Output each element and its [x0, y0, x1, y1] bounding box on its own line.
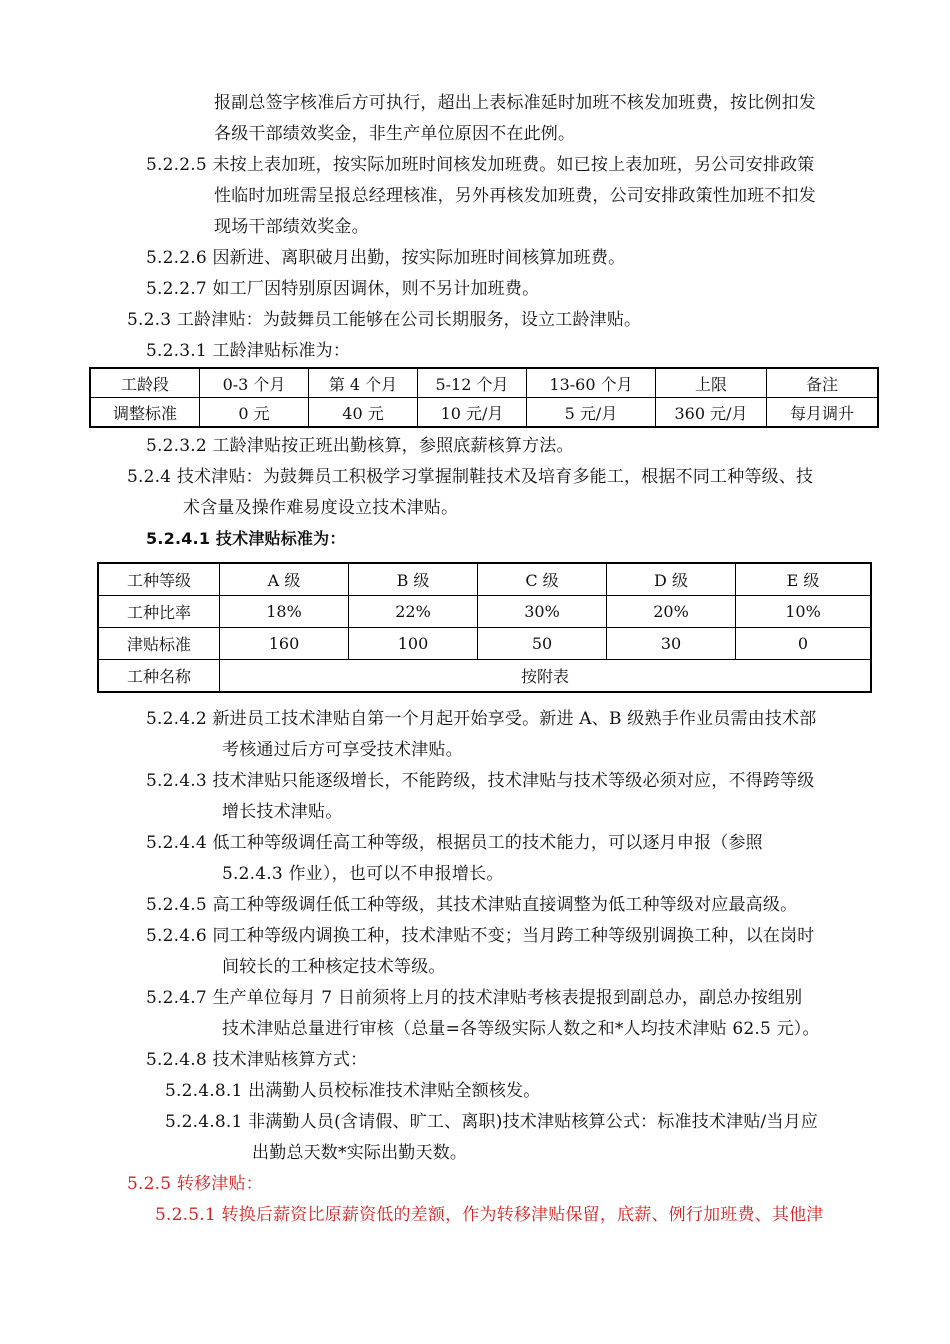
table-cell: 100	[349, 628, 478, 660]
text-line: 5.2.4 技术津贴：为鼓舞员工积极学习掌握制鞋技术及培育多能工，根据不同工种等级、技	[127, 467, 814, 487]
text-line: 5.2.4.5 高工种等级调任低工种等级，其技术津贴直接调整为低工种等级对应最高级。	[146, 895, 798, 915]
table-cell: 工种比率	[98, 596, 220, 628]
text-line: 5.2.4.3 作业），也可以不申报增长。	[222, 864, 504, 884]
table-cell: 0 元	[200, 398, 309, 428]
table-cell: 备注	[767, 368, 879, 398]
table-cell: 40 元	[309, 398, 418, 428]
text-line: 增长技术津贴。	[222, 802, 343, 822]
text-line: 5.2.4.8.1 非满勤人员(含请假、旷工、离职)技术津贴核算公式：标准技术津贴/当月应	[165, 1112, 819, 1132]
text-line: 5.2.4.8.1 出满勤人员校标准技术津贴全额核发。	[165, 1081, 541, 1101]
table-cell: 每月调升	[767, 398, 879, 428]
text-line: 5.2.2.7 如工厂因特别原因调休，则不另计加班费。	[146, 279, 540, 299]
text-line: 报副总签字核准后方可执行，超出上表标准延时加班不核发加班费，按比例扣发	[214, 93, 816, 113]
table-row	[90, 398, 878, 428]
table-cell: 按附表	[220, 660, 872, 693]
table-cell: 5 元/月	[527, 398, 656, 428]
table-row	[98, 596, 871, 628]
table-cell: E 级	[736, 563, 872, 596]
text-line: 5.2.3.2 工龄津贴按正班出勤核算，参照底薪核算方法。	[146, 436, 574, 456]
table-cell: 津贴标准	[98, 628, 220, 660]
section-heading: 5.2.5 转移津贴：	[127, 1174, 263, 1194]
text-line: 性临时加班需呈报总经理核准，另外再核发加班费，公司安排政策性加班不扣发	[214, 186, 816, 206]
table-cell: 30	[607, 628, 736, 660]
text-line: 出勤总天数*实际出勤天数。	[252, 1143, 468, 1163]
text-line: 各级干部绩效奖金，非生产单位原因不在此例。	[214, 124, 576, 144]
section-heading: 5.2.4.1 技术津贴标准为：	[146, 529, 346, 548]
text-line: 5.2.4.3 技术津贴只能逐级增长，不能跨级，技术津贴与技术等级必须对应，不得跨等级	[146, 771, 815, 791]
table-cell: D 级	[607, 563, 736, 596]
text-line: 间较长的工种核定技术等级。	[222, 957, 446, 977]
text-line: 5.2.5.1 转换后薪资比原薪资低的差额，作为转移津贴保留，底薪、例行加班费、其他津	[155, 1205, 824, 1225]
table-cell: 5-12 个月	[418, 368, 527, 398]
seniority-allowance-table	[89, 367, 879, 428]
text-line: 5.2.4.8 技术津贴核算方式：	[146, 1050, 368, 1070]
table-cell: 20%	[607, 596, 736, 628]
table-cell: A 级	[220, 563, 349, 596]
table-cell: 10%	[736, 596, 872, 628]
table-cell: 工种名称	[98, 660, 220, 693]
table-cell: 160	[220, 628, 349, 660]
text-line: 考核通过后方可享受技术津贴。	[222, 740, 463, 760]
text-line: 5.2.4.4 低工种等级调任高工种等级，根据员工的技术能力，可以逐月申报（参照	[146, 833, 763, 853]
table-cell: B 级	[349, 563, 478, 596]
table-cell: 调整标准	[90, 398, 200, 428]
text-line: 5.2.3.1 工龄津贴标准为：	[146, 341, 351, 361]
text-line: 术含量及操作难易度设立技术津贴。	[183, 498, 459, 518]
table-cell: 第 4 个月	[309, 368, 418, 398]
table-cell: 工种等级	[98, 563, 220, 596]
table-row	[98, 660, 871, 693]
text-line: 5.2.4.6 同工种等级内调换工种，技术津贴不变；当月跨工种等级别调换工种，以在岗时	[146, 926, 815, 946]
text-line: 5.2.2.5 未按上表加班，按实际加班时间核发加班费。如已按上表加班，另公司安排政策	[146, 155, 815, 175]
table-cell: 工龄段	[90, 368, 200, 398]
table-cell: 0	[736, 628, 872, 660]
table-cell: C 级	[478, 563, 607, 596]
table-row	[98, 563, 871, 596]
text-line: 5.2.4.7 生产单位每月 7 日前须将上月的技术津贴考核表提报到副总办，副总办按组别	[146, 988, 803, 1008]
text-line: 5.2.4.2 新进员工技术津贴自第一个月起开始享受。新进 A、B 级熟手作业员需由技术部	[146, 709, 817, 729]
table-cell: 18%	[220, 596, 349, 628]
table-row	[90, 368, 878, 398]
table-cell: 10 元/月	[418, 398, 527, 428]
table-cell: 50	[478, 628, 607, 660]
table-row	[98, 628, 871, 660]
skill-allowance-table	[97, 562, 872, 693]
table-cell: 30%	[478, 596, 607, 628]
table-cell: 360 元/月	[656, 398, 767, 428]
table-cell: 13-60 个月	[527, 368, 656, 398]
text-line: 技术津贴总量进行审核（总量=各等级实际人数之和*人均技术津贴 62.5 元）。	[222, 1019, 820, 1039]
table-cell: 0-3 个月	[200, 368, 309, 398]
text-line: 现场干部绩效奖金。	[214, 217, 369, 237]
table-cell: 22%	[349, 596, 478, 628]
table-cell: 上限	[656, 368, 767, 398]
text-line: 5.2.2.6 因新进、离职破月出勤，按实际加班时间核算加班费。	[146, 248, 626, 268]
text-line: 5.2.3 工龄津贴：为鼓舞员工能够在公司长期服务，设立工龄津贴。	[127, 310, 642, 330]
